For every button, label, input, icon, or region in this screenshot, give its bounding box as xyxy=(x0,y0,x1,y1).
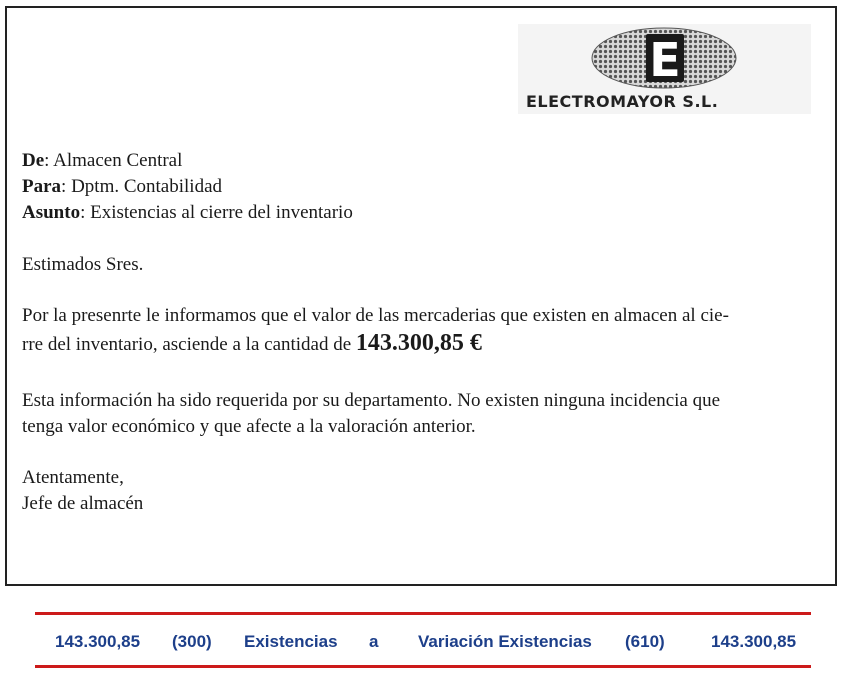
paragraph-1-line-1: Por la presenrte le informamos que el valor de las mercaderias que existen en almacen al cie- xyxy=(22,305,729,326)
from-line xyxy=(22,148,182,174)
debit-account-name: Existencias xyxy=(244,632,338,651)
closing: Atentamente, xyxy=(22,467,124,488)
logo-letter: E xyxy=(649,33,681,87)
greeting: Estimados Sres. xyxy=(22,254,144,275)
from-value: : Almacen Central xyxy=(44,150,183,171)
to-line xyxy=(22,174,222,200)
company-logo xyxy=(518,24,811,114)
from-label: De xyxy=(22,150,45,171)
inventory-amount: 143.300,85 € xyxy=(355,330,482,356)
journal-entry xyxy=(35,612,811,668)
signature: Jefe de almacén xyxy=(22,493,144,514)
debit-amount: 143.300,85 xyxy=(55,632,141,651)
debit-account-code: (300) xyxy=(172,632,212,651)
paragraph-1-line-2 xyxy=(22,330,482,358)
subject-label: Asunto xyxy=(22,202,81,223)
paragraph-1-text: rre del inventario, asciende a la cantidad de xyxy=(22,334,356,355)
credit-amount: 143.300,85 xyxy=(711,632,797,651)
credit-account-code: (610) xyxy=(625,632,665,651)
to-value: : Dptm. Contabilidad xyxy=(61,176,223,197)
to-label: Para xyxy=(22,176,62,197)
logo-company-name: ELECTROMAYOR S.L. xyxy=(526,92,719,111)
entry-connector: a xyxy=(369,632,379,651)
credit-account-name: Variación Existencias xyxy=(418,632,592,651)
subject-value: : Existencias al cierre del inventario xyxy=(80,202,353,223)
subject-line xyxy=(22,200,353,226)
paragraph-2-line-1: Esta información ha sido requerida por su departamento. No existen ninguna incidencia que xyxy=(22,390,721,411)
paragraph-2-line-2: tenga valor económico y que afecte a la valoración anterior. xyxy=(22,416,476,437)
